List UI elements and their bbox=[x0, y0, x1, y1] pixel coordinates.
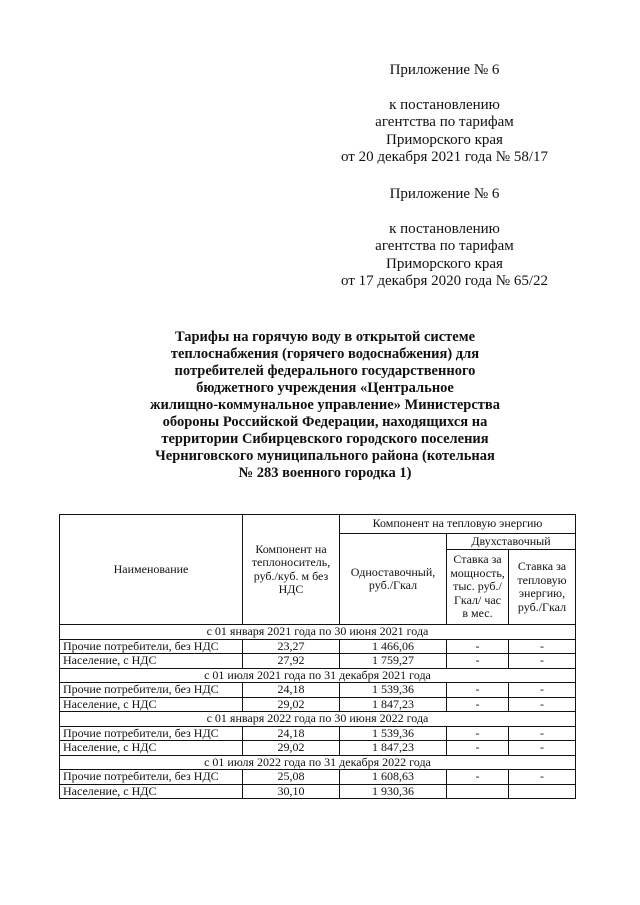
row-carrier: 24,18 bbox=[243, 726, 340, 741]
title-line: обороны Российской Федерации, находящихся на bbox=[162, 414, 488, 430]
table-row bbox=[60, 770, 576, 785]
table-row bbox=[60, 697, 576, 712]
row-energy-rate: - bbox=[509, 770, 576, 785]
row-name: Прочие потребители, без НДС bbox=[60, 770, 243, 785]
period-label: с 01 июля 2021 года по 31 декабря 2021 года bbox=[60, 668, 576, 683]
row-capacity-rate: - bbox=[447, 726, 509, 741]
title-line: Тарифы на горячую воду в открытой системе bbox=[174, 329, 476, 345]
period-label: с 01 января 2022 года по 30 июня 2022 года bbox=[60, 712, 576, 727]
row-capacity-rate bbox=[447, 784, 509, 799]
period-row bbox=[60, 712, 576, 727]
appendix-previous-line: Приморского края bbox=[386, 255, 503, 272]
row-name: Прочие потребители, без НДС bbox=[60, 683, 243, 698]
table-row bbox=[60, 654, 576, 669]
tariff-table-body bbox=[60, 625, 576, 799]
title-line: № 283 военного городка 1) bbox=[238, 465, 412, 481]
row-capacity-rate: - bbox=[447, 683, 509, 698]
title-line: бюджетного учреждения «Центральное bbox=[196, 380, 454, 396]
row-capacity-rate: - bbox=[447, 639, 509, 654]
appendix-current-line: агентства по тарифам bbox=[375, 114, 514, 130]
row-capacity-rate: - bbox=[447, 654, 509, 669]
row-carrier: 23,27 bbox=[243, 639, 340, 654]
header-carrier: Компонент на теплоноситель, руб./куб. м без НДС bbox=[243, 515, 340, 625]
appendix-previous-line: агентства по тарифам bbox=[375, 238, 514, 254]
title-line: теплоснабжения (горячего водоснабжения) для bbox=[170, 346, 480, 362]
row-carrier: 29,02 bbox=[243, 741, 340, 756]
document-title bbox=[150, 329, 500, 482]
title-line: территории Сибирцевского городского поселения bbox=[161, 431, 489, 447]
header-energy-rate: Ставка за тепловую энергию, руб./Гкал bbox=[509, 550, 576, 625]
row-energy-rate: - bbox=[509, 683, 576, 698]
row-capacity-rate: - bbox=[447, 697, 509, 712]
appendix-previous bbox=[341, 186, 548, 291]
period-row bbox=[60, 668, 576, 683]
row-carrier: 25,08 bbox=[243, 770, 340, 785]
appendix-current bbox=[341, 62, 548, 167]
appendix-current-title: Приложение № 6 bbox=[389, 62, 500, 78]
appendix-previous-title: Приложение № 6 bbox=[389, 186, 500, 202]
period-label: с 01 июля 2022 года по 31 декабря 2022 года bbox=[60, 755, 576, 770]
header-single-rate: Одноставочный, руб./Гкал bbox=[340, 534, 447, 625]
row-energy-rate: - bbox=[509, 697, 576, 712]
appendix-current-line: от 20 декабря 2021 года № 58/17 bbox=[340, 149, 548, 165]
row-carrier: 27,92 bbox=[243, 654, 340, 669]
row-single-rate: 1 847,23 bbox=[340, 697, 447, 712]
header-energy-group: Компонент на тепловую энергию bbox=[340, 515, 576, 534]
table-row bbox=[60, 683, 576, 698]
row-name: Население, с НДС bbox=[60, 654, 243, 669]
period-label: с 01 января 2021 года по 30 июня 2021 года bbox=[60, 625, 576, 640]
period-row bbox=[60, 625, 576, 640]
row-capacity-rate: - bbox=[447, 770, 509, 785]
row-energy-rate: - bbox=[509, 741, 576, 756]
title-line: потребителей федерального государственного bbox=[174, 363, 476, 379]
row-name: Население, с НДС bbox=[60, 697, 243, 712]
row-name: Население, с НДС bbox=[60, 741, 243, 756]
row-energy-rate: - bbox=[509, 726, 576, 741]
row-single-rate: 1 847,23 bbox=[340, 741, 447, 756]
row-single-rate: 1 759,27 bbox=[340, 654, 447, 669]
row-single-rate: 1 608,63 bbox=[340, 770, 447, 785]
row-name: Население, с НДС bbox=[60, 784, 243, 799]
appendix-current-line: Приморского края bbox=[386, 131, 503, 148]
row-capacity-rate: - bbox=[447, 741, 509, 756]
tariff-table bbox=[59, 514, 576, 799]
appendix-previous-line: к постановлению bbox=[389, 220, 500, 237]
header-capacity-rate: Ставка за мощность, тыс. руб./Гкал/ час в мес. bbox=[447, 550, 509, 625]
table-row bbox=[60, 726, 576, 741]
row-name: Прочие потребители, без НДС bbox=[60, 639, 243, 654]
row-single-rate: 1 466,06 bbox=[340, 639, 447, 654]
row-carrier: 24,18 bbox=[243, 683, 340, 698]
row-energy-rate bbox=[509, 784, 576, 799]
period-row bbox=[60, 755, 576, 770]
row-energy-rate: - bbox=[509, 654, 576, 669]
row-single-rate: 1 539,36 bbox=[340, 683, 447, 698]
row-carrier: 29,02 bbox=[243, 697, 340, 712]
title-line: Черниговского муниципального района (котельная bbox=[155, 448, 495, 464]
row-name: Прочие потребители, без НДС bbox=[60, 726, 243, 741]
table-row bbox=[60, 741, 576, 756]
row-carrier: 30,10 bbox=[243, 784, 340, 799]
row-single-rate: 1 930,36 bbox=[340, 784, 447, 799]
header-name: Наименование bbox=[60, 515, 243, 625]
appendix-previous-line: от 17 декабря 2020 года № 65/22 bbox=[340, 273, 548, 289]
table-row bbox=[60, 784, 576, 799]
appendix-current-line: к постановлению bbox=[389, 96, 500, 113]
table-row bbox=[60, 639, 576, 654]
header-two-rate: Двухставочный bbox=[447, 534, 576, 550]
title-line: жилищно-коммунальное управление» Министерства bbox=[150, 397, 500, 413]
row-energy-rate: - bbox=[509, 639, 576, 654]
row-single-rate: 1 539,36 bbox=[340, 726, 447, 741]
